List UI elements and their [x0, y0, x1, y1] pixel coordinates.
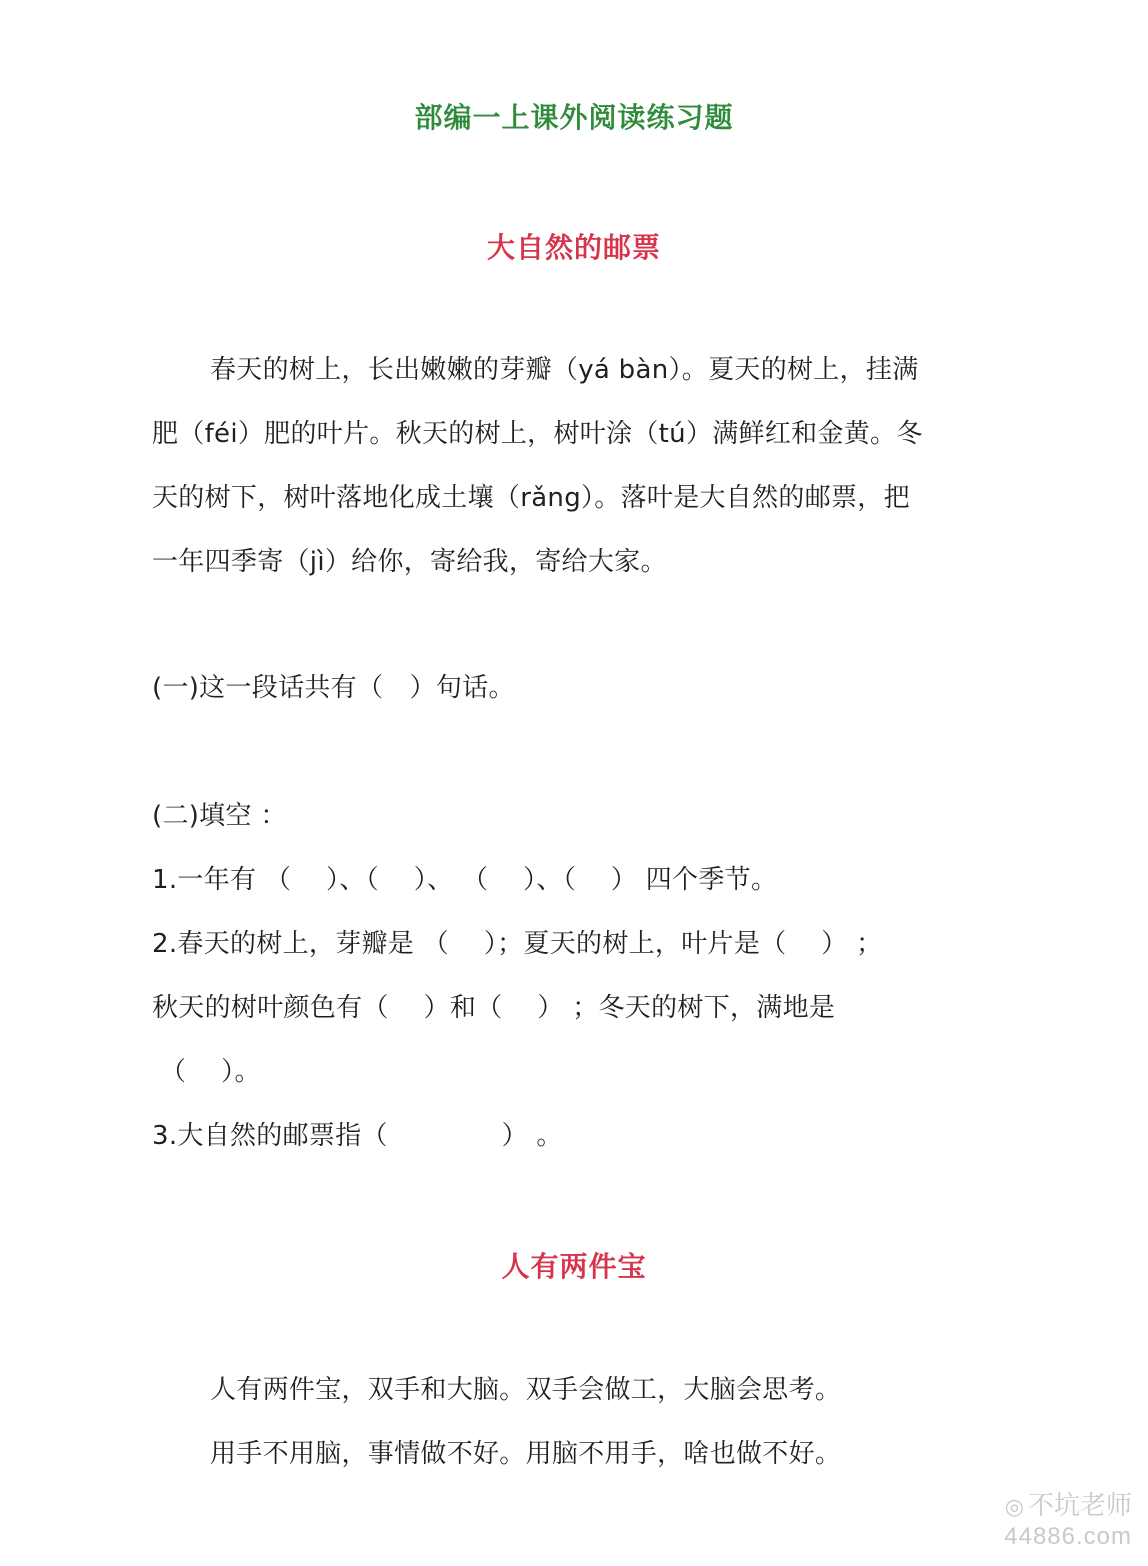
document-title: 部编一上课外阅读练习题 [414, 101, 734, 134]
poem-line: 用手不用脑，事情做不好。用脑不用手，啥也做不好。 [210, 1439, 842, 1469]
paragraph-line: 一年四季寄（jì）给你，寄给我，寄给大家。 [152, 547, 667, 577]
fill-blank-line: 3.大自然的邮票指（ ） 。 [152, 1121, 563, 1151]
fill-blank-line: 秋天的树叶颜色有（ ）和（ ） ；冬天的树下，满地是 [152, 993, 836, 1023]
paragraph-line: 天的树下，树叶落地化成土壤（rǎng）。落叶是大自然的邮票，把 [152, 483, 910, 513]
section-title-stamps: 大自然的邮票 [486, 231, 661, 264]
paragraph-line: 肥（féi）肥的叶片。秋天的树上，树叶涂（tú）满鲜红和金黄。冬 [152, 419, 923, 449]
wechat-icon: ◎ [1004, 1494, 1024, 1519]
watermark-site: 44886.com [1004, 1523, 1132, 1550]
paragraph-line: 春天的树上，长出嫩嫩的芽瓣（yá bàn）。夏天的树上，挂满 [210, 355, 919, 385]
watermark-name: 不坑老师 [1027, 1490, 1132, 1520]
question-1: (一)这一段话共有（ ）句话。 [152, 673, 515, 703]
fill-blank-line: 2.春天的树上，芽瓣是 （ ）；夏天的树上，叶片是（ ） ； [152, 929, 883, 959]
watermark [1004, 1490, 1132, 1552]
fill-blank-line: （ ）。 [160, 1057, 261, 1087]
section-title-two-treasures: 人有两件宝 [501, 1250, 647, 1283]
question-2-heading: (二)填空 ： [152, 801, 287, 831]
poem-line: 人有两件宝，双手和大脑。双手会做工，大脑会思考。 [210, 1375, 842, 1405]
fill-blank-line: 1.一年有 （ ）、（ ）、 （ ）、（ ） 四个季节。 [152, 865, 778, 895]
